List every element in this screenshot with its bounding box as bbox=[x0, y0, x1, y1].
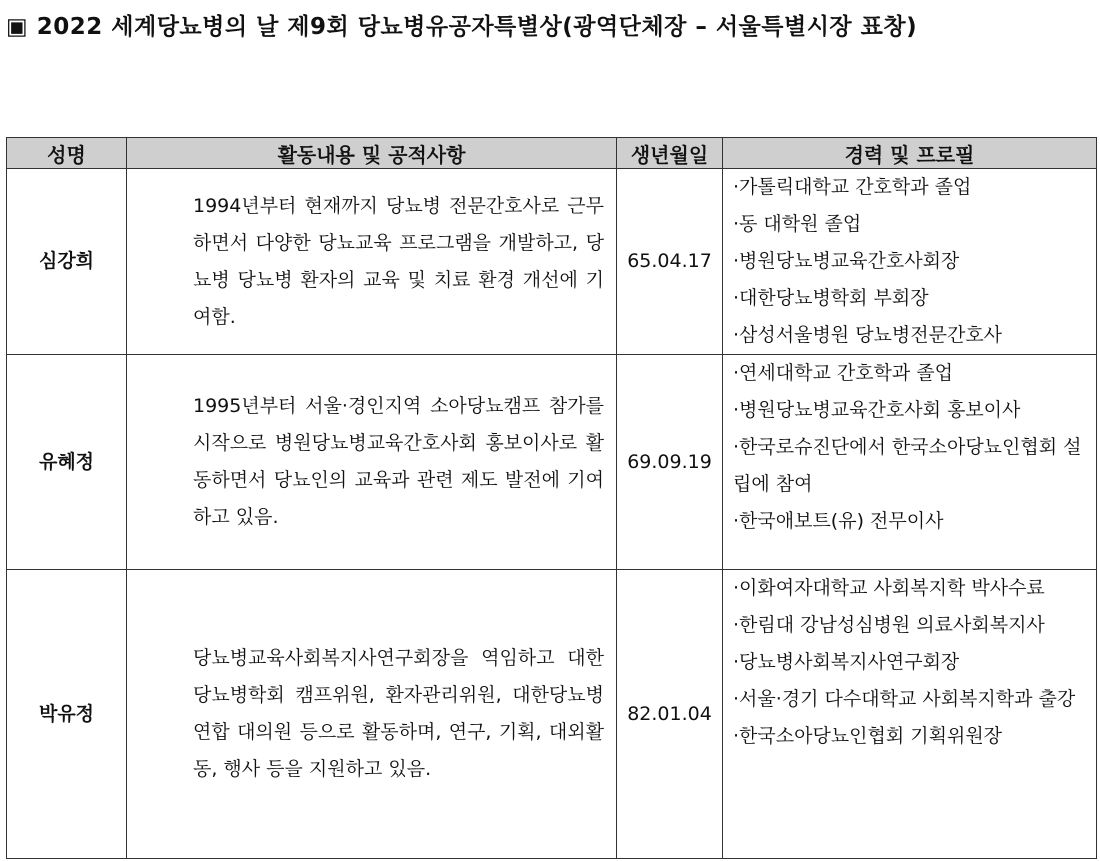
career-item: ·동 대학원 졸업 bbox=[733, 213, 862, 235]
career-item: ·삼성서울병원 당뇨병전문간호사 bbox=[733, 324, 1003, 346]
career-item: ·한국애보트(유) 전무이사 bbox=[733, 510, 944, 532]
table-row bbox=[7, 355, 1097, 570]
birth-date: 69.09.19 bbox=[617, 355, 723, 570]
career-item: ·병원당뇨병교육간호사회 홍보이사 bbox=[733, 399, 1021, 421]
awardee-name: 유혜정 bbox=[7, 355, 127, 570]
birth-date: 82.01.04 bbox=[617, 570, 723, 859]
career-item: ·당뇨병사회복지사연구회장 bbox=[733, 651, 960, 673]
awardee-name: 심강희 bbox=[7, 169, 127, 355]
career-item: ·이화여자대학교 사회복지학 박사수료 bbox=[733, 577, 1045, 599]
activity-text: 1994년부터 현재까지 당뇨병 전문간호사로 근무하면서 다양한 당뇨교육 프로그램을 개발하고, 당뇨병 당뇨병 환자의 교육 및 치료 환경 개선에 기여함. bbox=[127, 169, 617, 355]
career-item: ·연세대학교 간호학과 졸업 bbox=[733, 362, 954, 384]
table-row bbox=[7, 169, 1097, 355]
header-career: 경력 및 프로필 bbox=[723, 138, 1097, 169]
career-item: ·한국로슈진단에서 한국소아당뇨인협회 설립에 참여 bbox=[733, 436, 1082, 495]
document-title: ▣ 2022 세계당뇨병의 날 제9회 당뇨병유공자특별상(광역단체장 – 서울특별시장 표창) bbox=[6, 14, 918, 40]
table-row bbox=[7, 570, 1097, 859]
activity-text: 1995년부터 서울·경인지역 소아당뇨캠프 참가를 시작으로 병원당뇨병교육간호사회 홍보이사로 활동하면서 당뇨인의 교육과 관련 제도 발전에 기여하고 있음. bbox=[127, 355, 617, 570]
career-item: ·서울·경기 다수대학교 사회복지학과 출강 bbox=[733, 688, 1076, 710]
career-list bbox=[723, 355, 1097, 570]
awardee-table bbox=[6, 137, 1097, 859]
career-item: ·가톨릭대학교 간호학과 졸업 bbox=[733, 176, 972, 198]
career-item: ·한국소아당뇨인협회 기획위원장 bbox=[733, 725, 1003, 747]
career-list bbox=[723, 570, 1097, 859]
header-name: 성명 bbox=[7, 138, 127, 169]
career-list bbox=[723, 169, 1097, 355]
career-item: ·대한당뇨병학회 부회장 bbox=[733, 287, 929, 309]
birth-date: 65.04.17 bbox=[617, 169, 723, 355]
activity-text: 당뇨병교육사회복지사연구회장을 역임하고 대한당뇨병학회 캠프위원, 환자관리위원, 대한당뇨병연합 대의원 등으로 활동하며, 연구, 기획, 대외활동, 행사 등을 지원하고 있음. bbox=[127, 570, 617, 859]
awardee-name: 박유정 bbox=[7, 570, 127, 859]
career-item: ·한림대 강남성심병원 의료사회복지사 bbox=[733, 614, 1045, 636]
header-activity: 활동내용 및 공적사항 bbox=[127, 138, 617, 169]
table-header-row bbox=[7, 138, 1097, 169]
header-birthdate: 생년월일 bbox=[617, 138, 723, 169]
career-item: ·병원당뇨병교육간호사회장 bbox=[733, 250, 960, 272]
